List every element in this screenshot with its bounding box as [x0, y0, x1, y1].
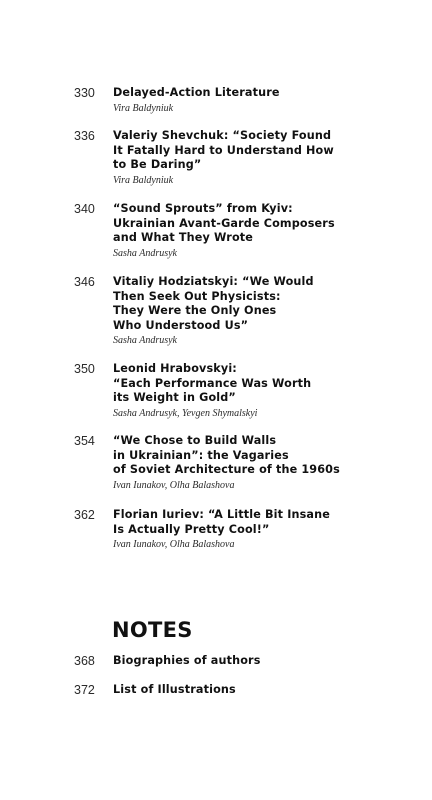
entry-title-line: It Fatally Hard to Understand How	[113, 143, 334, 157]
entry-title	[113, 362, 373, 406]
entry-author: Sasha Andrusyk, Yevgen Shymalskyi	[113, 407, 258, 419]
page-number: 354	[74, 434, 95, 448]
notes-heading: NOTES	[112, 618, 193, 642]
entry-author: Vira Baldyniuk	[113, 102, 174, 114]
page-number: 372	[74, 683, 95, 697]
entry-author: Sasha Andrusyk	[113, 335, 177, 346]
page-number: 368	[74, 654, 95, 668]
entry-title-line: in Ukrainian”: the Vagaries	[113, 448, 289, 462]
entry-title-line: Is Actually Pretty Cool!”	[113, 522, 270, 536]
page-number: 336	[74, 129, 95, 143]
entry-title-line: Ukrainian Avant-Garde Composers	[113, 216, 335, 230]
page-number: 346	[74, 275, 95, 289]
entry-title-line: and What They Wrote	[113, 231, 254, 244]
entry-title-line: “Sound Sprouts” from Kyiv:	[113, 202, 293, 215]
entry-title	[113, 129, 373, 173]
entry-body	[113, 275, 373, 347]
entry-title-line: Who Understood Us”	[113, 318, 249, 332]
entry-title	[113, 202, 373, 246]
entry-title-line: of Soviet Architecture of the 1960s	[113, 463, 340, 476]
entry-body	[113, 654, 373, 669]
entry-body	[113, 362, 373, 420]
entry-title-line: List of Illustrations	[113, 683, 236, 696]
entry-title-line: “We Chose to Build Walls	[113, 434, 277, 447]
entry-author: Ivan Iunakov, Olha Balashova	[113, 479, 235, 491]
entry-title-line: Florian Iuriev: “A Little Bit Insane	[113, 508, 330, 521]
entry-body	[113, 202, 373, 260]
entry-title-line: Vitaliy Hodziatskyi: “We Would	[113, 275, 314, 288]
entry-title-line: Delayed-Action Literature	[113, 86, 280, 99]
entry-title	[113, 654, 373, 669]
page-number: 330	[74, 86, 95, 100]
entry-title-line: Then Seek Out Physicists:	[113, 289, 281, 303]
page-number: 340	[74, 202, 95, 216]
page-number: 350	[74, 362, 95, 376]
entry-author: Vira Baldyniuk	[113, 174, 174, 186]
entry-title	[113, 275, 373, 333]
entry-title-line: its Weight in Gold”	[113, 391, 236, 404]
entry-title	[113, 683, 373, 698]
entry-title-line: to Be Daring”	[113, 158, 202, 171]
entry-title	[113, 86, 373, 101]
entry-body	[113, 683, 373, 698]
entry-body	[113, 86, 373, 115]
entry-title-line: They Were the Only Ones	[113, 304, 277, 317]
entry-body	[113, 508, 373, 551]
entry-author: Ivan Iunakov, Olha Balashova	[113, 539, 235, 550]
entry-title-line: Biographies of authors	[113, 654, 261, 667]
entry-title	[113, 434, 373, 478]
entry-body	[113, 129, 373, 187]
entry-title-line: “Each Performance Was Worth	[113, 376, 312, 390]
entry-body	[113, 434, 373, 492]
entry-author: Sasha Andrusyk	[113, 247, 177, 259]
entry-title	[113, 508, 373, 537]
page-number: 362	[74, 508, 95, 522]
entry-title-line: Leonid Hrabovskyi:	[113, 362, 237, 375]
entry-title-line: Valeriy Shevchuk: “Society Found	[113, 129, 332, 142]
